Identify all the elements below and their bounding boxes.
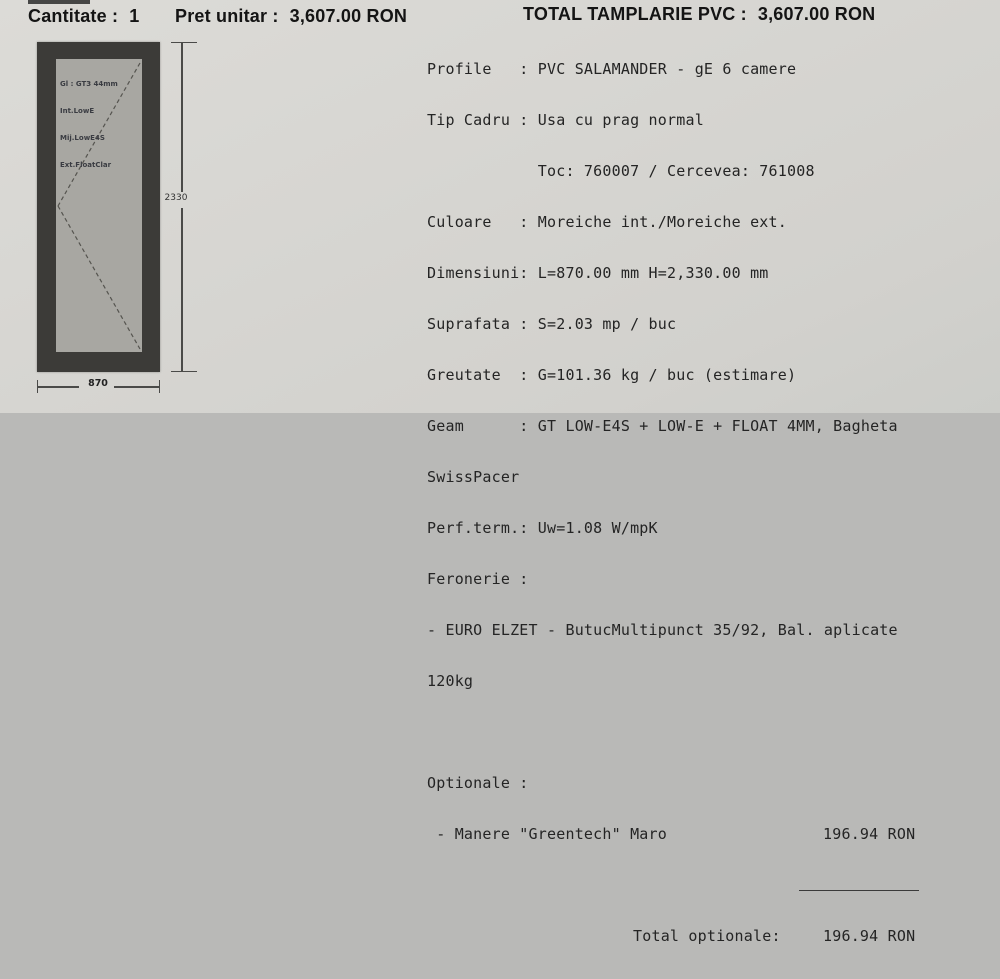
spec-line-tip-cadru: Tip Cadru : Usa cu prag normal xyxy=(427,111,704,129)
width-dimension-line xyxy=(114,386,160,388)
height-dimension-tick xyxy=(171,371,197,373)
spec-line-feronerie: Feronerie : xyxy=(427,570,529,588)
width-dimension-tick xyxy=(159,380,161,393)
spec-line-tip-cadru-cont: Toc: 760007 / Cercevea: 761008 xyxy=(427,162,815,180)
glass-note-line: Int.LowE xyxy=(60,107,95,115)
width-dimension-label: 870 xyxy=(88,378,108,389)
height-dimension-line xyxy=(181,42,183,192)
optionale-total-row xyxy=(427,927,916,945)
spec-spacer xyxy=(427,724,898,741)
height-dimension-tick xyxy=(171,42,197,44)
spec-line-profile: Profile : PVC SALAMANDER - gE 6 camere xyxy=(427,60,797,78)
optionale-item xyxy=(427,825,916,843)
door-glass xyxy=(56,59,142,352)
spec-line-greutate: Greutate : G=101.36 kg / buc (estimare) xyxy=(427,366,797,384)
total-header xyxy=(523,4,875,25)
unit-price-label: Pret unitar : xyxy=(175,6,279,26)
optionale-sum-rule-row xyxy=(427,877,898,894)
scan-artifact-line xyxy=(28,0,90,4)
spec-block xyxy=(427,27,916,979)
unit-price-header xyxy=(175,6,407,27)
door-frame xyxy=(37,42,160,372)
width-dimension-tick xyxy=(37,380,39,393)
sum-rule xyxy=(799,890,919,891)
total-label: TOTAL TAMPLARIE PVC : xyxy=(523,4,747,24)
unit-price-value: 3,607.00 RON xyxy=(289,6,408,26)
width-dimension-line xyxy=(37,386,79,388)
spec-line-geam: Geam : GT LOW-E4S + LOW-E + FLOAT 4MM, Bagheta xyxy=(427,417,898,435)
glass-spec-note xyxy=(60,62,118,188)
spec-line-suprafata: Suprafata : S=2.03 mp / buc xyxy=(427,315,677,333)
height-dimension-label: 2330 xyxy=(164,193,188,203)
height-dimension-line xyxy=(181,208,183,372)
glass-note-line: Mij.LowE4S xyxy=(60,134,105,142)
spec-line-feronerie-item2: 120kg xyxy=(427,672,474,690)
spec-line-perf-term: Perf.term.: Uw=1.08 W/mpK xyxy=(427,519,658,537)
quantity-header xyxy=(28,6,139,27)
quantity-label: Cantitate : xyxy=(28,6,119,26)
spec-line-geam-cont: SwissPacer xyxy=(427,468,520,486)
optionale-item-amount: 196.94 RON xyxy=(823,825,916,843)
quantity-value: 1 xyxy=(129,6,140,26)
glass-note-line: Ext.FloatClar xyxy=(60,161,112,169)
spec-line-culoare: Culoare : Moreiche int./Moreiche ext. xyxy=(427,213,787,231)
spec-line-dimensiuni: Dimensiuni: L=870.00 mm H=2,330.00 mm xyxy=(427,264,769,282)
spec-line-feronerie-item: - EURO ELZET - ButucMultipunct 35/92, Bal. aplicate xyxy=(427,621,898,639)
optionale-item-label: - Manere "Greentech" Maro xyxy=(427,825,667,843)
glass-note-line: Gl : GT3 44mm xyxy=(60,80,118,88)
total-value: 3,607.00 RON xyxy=(757,4,876,24)
optionale-total-label: Total optionale: xyxy=(633,927,781,945)
optionale-heading: Optionale : xyxy=(427,774,529,792)
optionale-total-amount: 196.94 RON xyxy=(823,927,916,945)
